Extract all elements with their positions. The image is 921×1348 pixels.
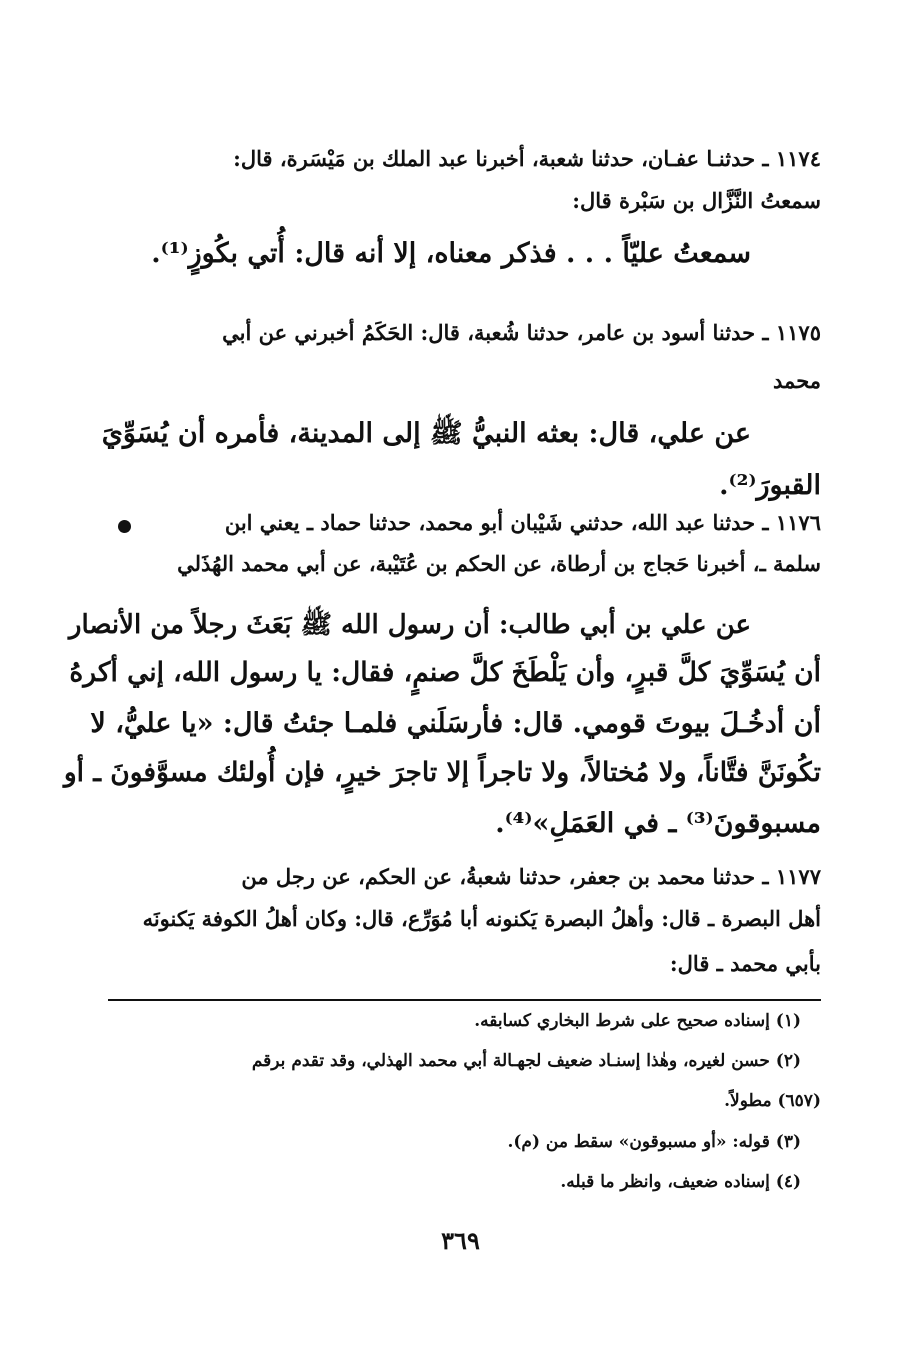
hadith-1176-isnad-line-2: سلمة ـ، أخبرنا حَجاج بن أرطاة، عن الحكم بن عُتَيْبة، عن أبي محمد الهُذَلي	[177, 551, 821, 576]
page-number: ٣٦٩	[441, 1226, 480, 1255]
footnote-3: (٣) قوله: «أو مسبوقون» سقط من (م).	[507, 1132, 801, 1152]
footnote-2-line-2: (٦٥٧) مطولاً.	[724, 1091, 821, 1111]
hadith-1177-isnad-line-3: بأبي محمد ـ قال:	[669, 951, 821, 976]
hadith-1176-isnad-line-1: ١١٧٦ ـ حدثنا عبد الله، حدثني شَيْبان أبو محمد، حدثنا حماد ـ يعني ابن	[224, 510, 821, 535]
hadith-1175-isnad-line-2: محمد	[773, 368, 821, 393]
bullet-marker	[118, 520, 131, 533]
hadith-1176-matn-line-2: أن يُسَوِّيَ كلَّ قبرٍ، وأن يَلْطَخَ كلَّ صنمٍ، فقال: يا رسول الله، إني أكرهُ	[69, 657, 821, 688]
hadith-1175-matn-line-1: عن علي، قال: بعثه النبيُّ ﷺ إلى المدينة، فأمره أن يُسَوِّيَ	[101, 418, 751, 449]
hadith-1176-matn-line-3: أن أدخُـلَ بيوتَ قومي. قال: فأرسَلَني فلمـا جئتُ قال: «يا عليُّ، لا	[90, 708, 821, 739]
hadith-1176-matn-line-4: تكُونَنَّ فتَّاناً، ولا مُختالاً، ولا تاجراً إلا تاجرَ خيرٍ، فإن أُولئك مسوَّفونَ ـ أو	[63, 757, 821, 788]
hadith-1174-isnad-line-2: سمعتُ النَّزَّال بن سَبْرة قال:	[572, 188, 821, 213]
footnote-separator	[108, 999, 821, 1001]
footnote-4: (٤) إسناده ضعيف، وانظر ما قبله.	[560, 1172, 801, 1192]
hadith-1177-isnad-line-2: أهل البصرة ـ قال: وأهلُ البصرة يَكنونه أبا مُوَرِّع، قال: وكان أهلُ الكوفة يَكنونَه	[142, 906, 821, 931]
footnote-1: (١) إسناده صحيح على شرط البخاري كسابقه.	[474, 1011, 801, 1031]
hadith-1176-matn-line-5: مسبوقونَ⁽³⁾ ـ في العَمَلِ»⁽⁴⁾.	[495, 808, 821, 839]
hadith-1175-matn-line-2: القبورَ⁽²⁾.	[719, 470, 821, 501]
hadith-1174-matn: سمعتُ عليّاً . . . فذكر معناه، إلا أنه قال: أُتي بكُوزٍ⁽¹⁾.	[151, 238, 751, 269]
hadith-1175-isnad-line-1: ١١٧٥ ـ حدثنا أسود بن عامر، حدثنا شُعبة، قال: الحَكَمُ أخبرني عن أبي	[222, 320, 821, 345]
hadith-1176-matn-line-1: عن علي بن أبي طالب: أن رسول الله ﷺ بَعَثَ رجلاً من الأنصار	[68, 610, 751, 640]
footnote-2-line-1: (٢) حسن لغيره، وهٰذا إسنـاد ضعيف لجهـالة أبي محمد الهذلي، وقد تقدم برقم	[251, 1051, 801, 1071]
hadith-1174-isnad-line-1: ١١٧٤ ـ حدثنـا عفـان، حدثنا شعبة، أخبرنا عبد الملك بن مَيْسَرة، قال:	[233, 146, 821, 171]
hadith-1177-isnad-line-1: ١١٧٧ ـ حدثنا محمد بن جعفر، حدثنا شعبةُ، عن الحكم، عن رجل من	[241, 864, 821, 889]
